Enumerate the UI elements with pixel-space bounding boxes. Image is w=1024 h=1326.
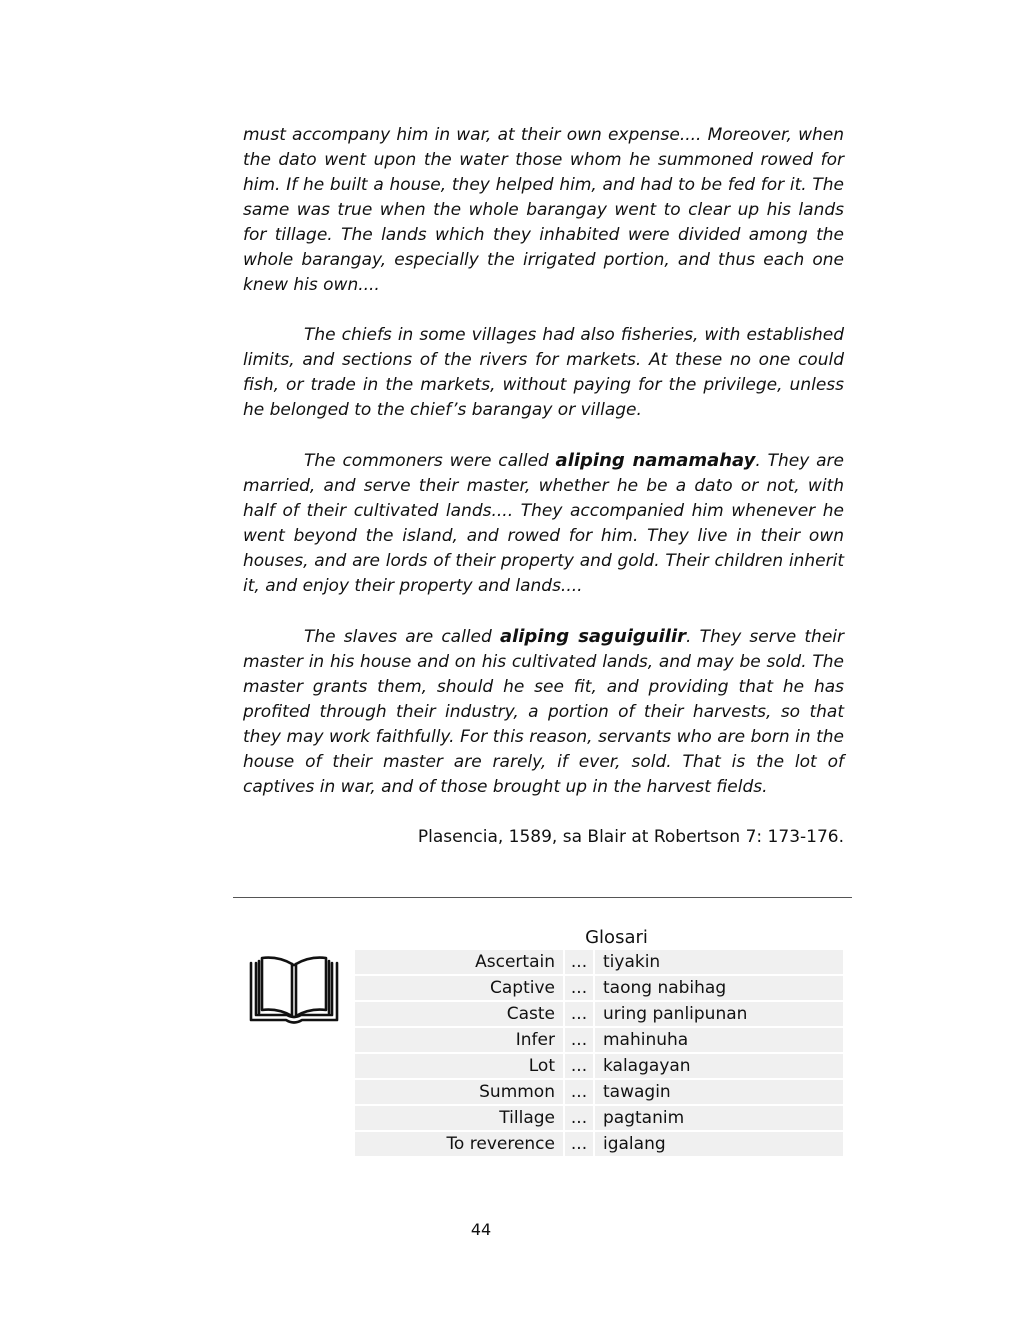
paragraph-4 [243,624,844,800]
glossary-separator: ... [563,1132,595,1156]
section-divider [233,897,852,898]
glossary-definition: mahinuha [595,1028,843,1052]
glossary-separator: ... [563,1028,595,1052]
paragraph-1 [243,123,844,298]
paragraph-2 [243,323,844,423]
glossary-definition: taong nabihag [595,976,843,1000]
glossary-row [355,1106,843,1130]
term-aliping-namamahay: aliping namamahay [555,450,756,471]
paragraph-4-text-after: . They serve their master in his house and on his cultivated lands, and may be sold. The master grants them, should he see fit, and providing that he has profited through their industry, a portion of their harvests, so that they may work faithfully. For this reason, servants who are born in the house of their master are rarely, if ever, sold. That is the lot of captives in war, and of those brought up in the harvest fields. [243,627,844,797]
glossary-term: Infer [355,1028,563,1052]
open-book-icon [248,954,340,1028]
paragraph-1-text: must accompany him in war, at their own expense.... Moreover, when the dato went upon the water those whom he summoned rowed for him. If he built a house, they helped him, and had to be fed for it. The same was true when the whole barangay went to clear up his lands for tillage. The lands which they inhabited were divided among the whole barangay, especially the irrigated portion, and thus each one knew his own.... [243,125,844,295]
glossary-title: Glosari [585,927,648,948]
glossary-term: Captive [355,976,563,1000]
glossary-term: Caste [355,1002,563,1026]
glossary-row [355,950,843,974]
quoted-excerpt [243,123,844,850]
glossary-row [355,976,843,1000]
glossary-row [355,1080,843,1104]
glossary-term: Summon [355,1080,563,1104]
paragraph-3-text-before: The commoners were called [304,451,556,471]
paragraph-2-text: The chiefs in some villages had also fisheries, with established limits, and sections of the rivers for markets. At these no one could fish, or trade in the markets, without paying for the privilege, unless he belonged to the chief’s barangay or village. [243,325,844,420]
glossary-definition: tawagin [595,1080,843,1104]
glossary-definition: kalagayan [595,1054,843,1078]
paragraph-3 [243,448,844,599]
glossary-definition: tiyakin [595,950,843,974]
glossary-term: Ascertain [355,950,563,974]
glossary-row [355,1054,843,1078]
page-number: 44 [470,1220,492,1239]
glossary-term: Tillage [355,1106,563,1130]
paragraph-3-text-after: . They are married, and serve their master, whether he be a dato or not, with half of their cultivated lands.... They accompanied him whenever he went beyond the island, and rowed for him. They live in their own houses, and are lords of their property and gold. Their children inherit it, and enjoy their property and lands.... [243,451,844,596]
citation: Plasencia, 1589, sa Blair at Robertson 7: 173-176. [417,827,844,847]
glossary-row [355,1002,843,1026]
glossary-definition: pagtanim [595,1106,843,1130]
glossary-term: Lot [355,1054,563,1078]
glossary-separator: ... [563,1002,595,1026]
glossary-term: To reverence [355,1132,563,1156]
glossary-definition: uring panlipunan [595,1002,843,1026]
glossary [355,925,843,1158]
glossary-separator: ... [563,1106,595,1130]
paragraph-4-text-before: The slaves are called [304,627,500,647]
glossary-separator: ... [563,1054,595,1078]
glossary-definition: igalang [595,1132,843,1156]
glossary-separator: ... [563,950,595,974]
term-aliping-saguiguilir: aliping saguiguilir [499,626,687,647]
glossary-separator: ... [563,1080,595,1104]
glossary-separator: ... [563,976,595,1000]
glossary-rows [355,950,843,1156]
glossary-row [355,1028,843,1052]
glossary-row [355,1132,843,1156]
glossary-table [355,948,843,1158]
